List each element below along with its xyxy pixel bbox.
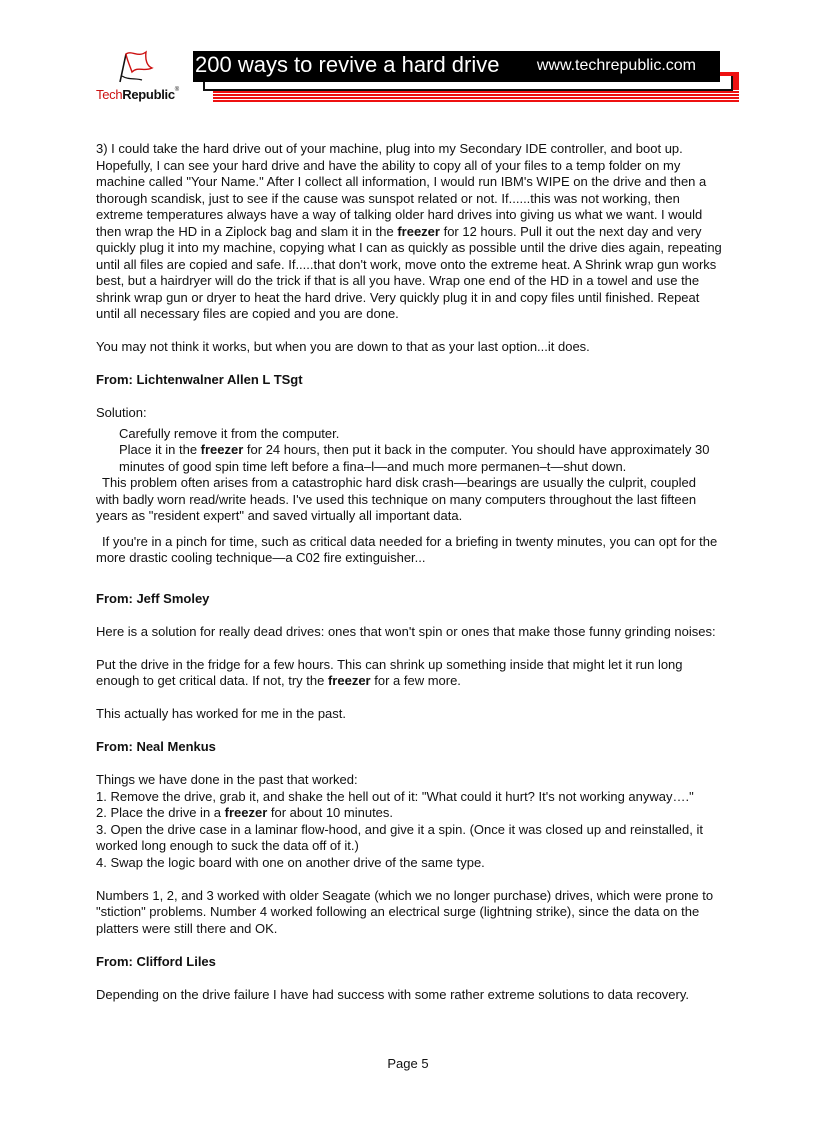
solution-step-2: Place it in the freezer for 24 hours, then put it back in the computer. You should have approximately 30 minutes of good spin time left before a fina–l—and much more permanen–t—shut down. xyxy=(119,442,710,474)
header-title-bar xyxy=(193,51,720,82)
section-heading-lichtenwalner: From: Lichtenwalner Allen L TSgt xyxy=(96,372,303,387)
menkus-item-3: 3. Open the drive case in a laminar flow-hood, and give it a spin. (Once it was closed up and reinstalled, it worked long enough to suck the data off of it.) xyxy=(96,821,703,853)
menkus-item-1: 1. Remove the drive, grab it, and shake the hell out of it: "What could it hurt? It's not working anyway…." xyxy=(96,788,694,804)
section-heading-menkus: From: Neal Menkus xyxy=(96,739,216,754)
flag-logo-icon xyxy=(112,48,156,86)
smoley-paragraph-1: Here is a solution for really dead drives: ones that won't spin or ones that make those funny grinding noises: xyxy=(96,623,716,639)
document-title: 200 ways to revive a hard drive xyxy=(195,52,500,77)
site-url: www.techrepublic.com xyxy=(536,57,696,74)
menkus-item-4: 4. Swap the logic board with one on another drive of the same type. xyxy=(96,854,485,870)
solution-step-1: Carefully remove it from the computer. xyxy=(119,425,340,441)
smoley-paragraph-3: This actually has worked for me in the past. xyxy=(96,706,347,721)
page-number: Page 5 xyxy=(387,1056,429,1071)
menkus-intro: Things we have done in the past that worked: xyxy=(96,772,358,787)
logo-text-republic: Republic xyxy=(122,87,175,102)
section-heading-liles: From: Clifford Liles xyxy=(96,953,216,969)
liles-paragraph-1: Depending on the drive failure I have had success with some rather extreme solutions to data recovery. xyxy=(96,986,690,1002)
section-heading-smoley: From: Jeff Smoley xyxy=(96,590,210,606)
logo-wordmark xyxy=(96,87,179,102)
article-body xyxy=(96,141,722,1020)
paragraph-3: 3) I could take the hard drive out of your machine, plug into my Secondary IDE controller, and boot up. Hopefully, I can see your hard drive and have the ability to copy all of your files to a temp folder on my machine called "Your Name." After I collect all information, I would run IBM's WIPE on the drive and then a thorough scandisk, just to see if the cause was sunspot related or not. If......this was not working, then extreme temperatures always have a way of talking older hard drives into giving us what we want. I would then wrap the HD in a Ziplock bag and slam it in the freezer for 12 hours. Pull it out the next day and very quickly plug it into my machine, copying what I can as quickly as possible until the drive dies again, repeating until all files are copied and safe. If.....that don't work, move onto the extreme heat. A Shrink wrap gun works best, but a hairdryer will do the trick if that is all you have. Wrap one end of the HD in a towel and use the shrink wrap gun or dryer to heat the hard drive. Very quickly plug it in and copy files until finished. Repeat until all necessary files are copied and you are done. xyxy=(96,141,722,321)
solution-label: Solution: xyxy=(96,405,147,420)
menkus-paragraph: Numbers 1, 2, and 3 worked with older Seagate (which we no longer purchase) drives, which were prone to "stiction" problems. Number 4 worked following an electrical surge (lightning strike), since the data on the platters were still there and OK. xyxy=(96,887,714,936)
paragraph-conclusion: You may not think it works, but when you are down to that as your last option...it does. xyxy=(96,339,590,354)
smoley-paragraph-2: Put the drive in the fridge for a few hours. This can shrink up something inside that might let it run long enough to get critical data. If not, try the freezer for a few more. xyxy=(96,656,683,688)
solution-note: This problem often arises from a catastrophic hard disk crash—bearings are usually the culprit, coupled with badly worn read/write heads. I've used this technique on many computers throughout the last fifteen years as "resident expert" and saved virtually all important data. xyxy=(96,475,697,523)
solution-tip: If you're in a pinch for time, such as critical data needed for a briefing in twenty minutes, you can opt for the more drastic cooling technique—a C02 fire extinguisher... xyxy=(96,533,718,565)
logo-text-tech: Tech xyxy=(96,87,123,102)
techrepublic-logo xyxy=(92,48,188,104)
menkus-item-2: 2. Place the drive in a freezer for about 10 minutes. xyxy=(96,805,394,820)
logo-trademark: ® xyxy=(174,87,179,93)
